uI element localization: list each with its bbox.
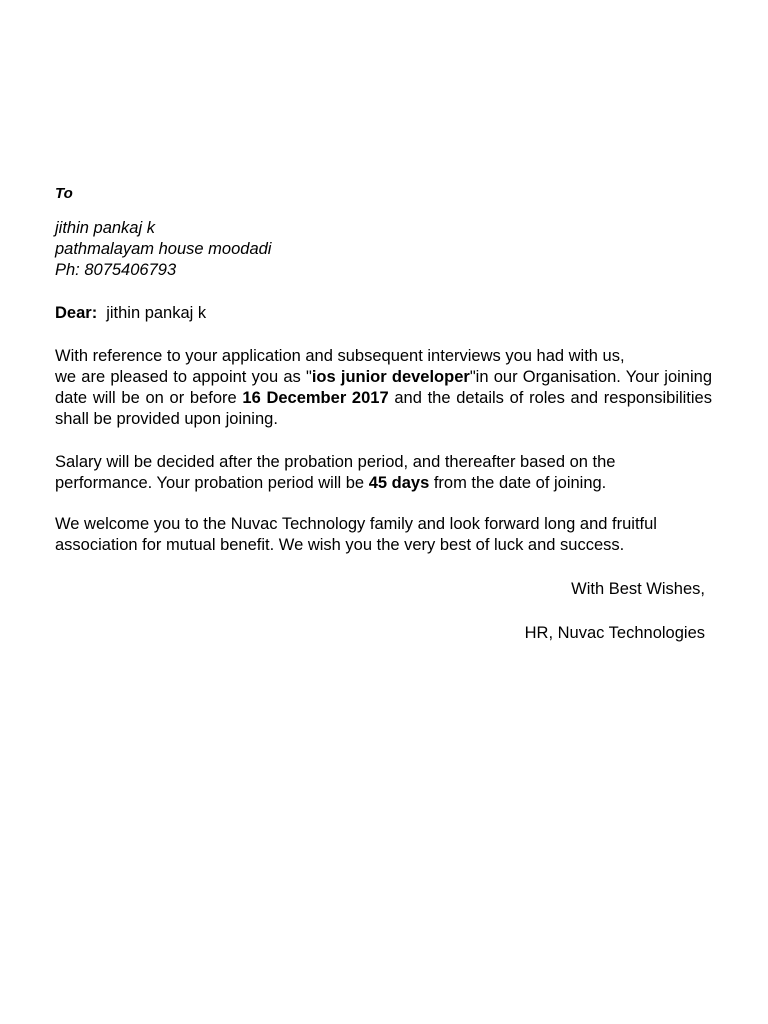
to-label: To xyxy=(55,185,73,202)
appointment-paragraph xyxy=(55,346,712,430)
position-title: ios junior developer xyxy=(311,368,470,386)
joining-date: 16 December 2017 xyxy=(242,389,389,407)
salary-text-b: from the date of joining. xyxy=(429,474,607,492)
letter-body xyxy=(55,183,712,644)
recipient-name: jithin pankaj k xyxy=(55,219,155,237)
signature-line: HR, Nuvac Technologies xyxy=(524,624,705,642)
recipient-address xyxy=(55,218,712,281)
salary-text-a: Salary will be decided after the probation period, and thereafter based on the performance. Your probation period will be xyxy=(55,453,616,492)
appointment-text-a: we are pleased to appoint you as " xyxy=(55,368,312,386)
welcome-paragraph: We welcome you to the Nuvac Technology family and look forward long and fruitful association for mutual benefit. We wish you the very best of luck and success. xyxy=(55,515,657,554)
appointment-text-b: "in our Organisation. Your joining date will be on or before xyxy=(55,368,713,407)
salutation xyxy=(55,303,712,324)
recipient-phone: Ph: 8075406793 xyxy=(55,261,177,279)
reference-line: With reference to your application and subsequent interviews you had with us, xyxy=(55,347,625,365)
closing-line: With Best Wishes, xyxy=(571,580,705,598)
appointment-text-c: and the details of roles and responsibilities shall be provided upon joining. xyxy=(55,389,712,428)
recipient-house: pathmalayam house moodadi xyxy=(55,240,272,258)
salary-paragraph xyxy=(55,452,712,494)
salutation-name: jithin pankaj k xyxy=(106,304,207,322)
salutation-label: Dear: xyxy=(55,304,98,322)
probation-period: 45 days xyxy=(368,474,430,492)
